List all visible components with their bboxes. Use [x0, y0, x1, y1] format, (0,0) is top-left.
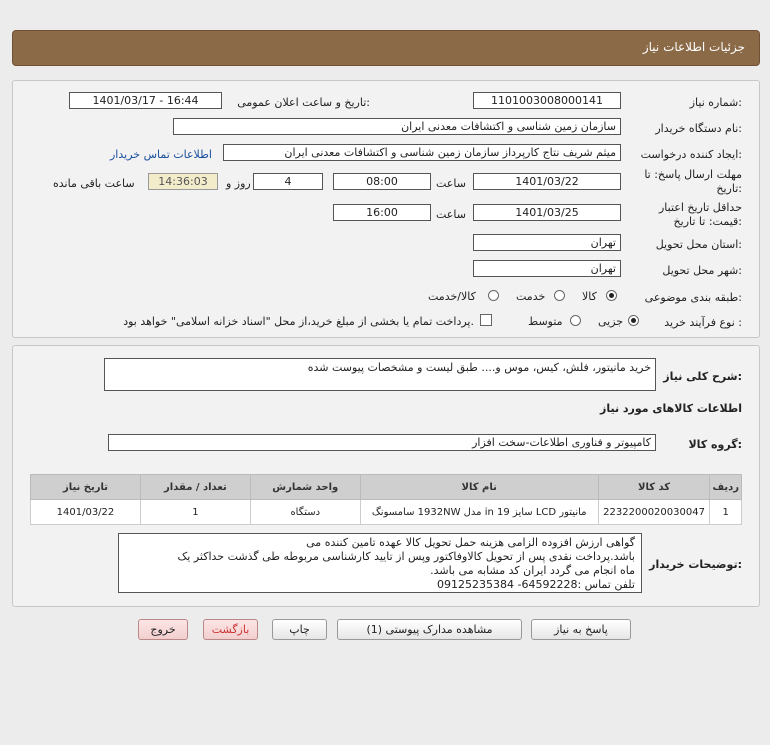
- items-table: [30, 474, 742, 525]
- buyer-notes-line: تلفن تماس :64592228- 09125235384: [437, 578, 635, 591]
- contact-buyer-link[interactable]: اطلاعات تماس خریدار: [110, 148, 212, 161]
- deadline-date-field: 1401/03/22: [473, 173, 621, 190]
- deadline-time-field: 08:00: [333, 173, 431, 190]
- process-medium-label: متوسط: [528, 315, 563, 328]
- creator-label: ایجاد کننده درخواست:: [640, 148, 742, 161]
- province-field: تهران: [473, 234, 621, 251]
- description-label: شرح کلی نیاز:: [663, 370, 742, 383]
- buyer-org-label: نام دستگاه خریدار:: [655, 122, 742, 135]
- need-number-label: شماره نیاز:: [689, 96, 742, 109]
- category-label: طبقه بندی موضوعی:: [644, 291, 742, 304]
- goods-group-label: گروه کالا:: [688, 438, 742, 451]
- buyer-notes-line: باشد.پرداخت نقدی پس از تحویل کالاوفاکتور وپس از تایید کارشناسی مربوطه طی گذشت حداکثر یک: [177, 550, 635, 563]
- col-name: نام کالا: [360, 475, 598, 500]
- reply-button[interactable]: پاسخ به نیاز: [531, 619, 631, 640]
- table-row: [31, 500, 742, 525]
- page-title: جزئیات اطلاعات نیاز: [642, 40, 745, 54]
- cell-date: 1401/03/22: [31, 500, 141, 525]
- deadline-label-2: تاریخ:: [716, 182, 742, 195]
- remaining-time-field: 14:36:03: [148, 173, 218, 190]
- cell-code: 2232200020030047: [598, 500, 710, 525]
- col-date: تاریخ نیاز: [31, 475, 141, 500]
- validity-time-field: 16:00: [333, 204, 431, 221]
- deadline-label-1: مهلت ارسال پاسخ: تا: [644, 168, 742, 181]
- buyer-notes-field: [118, 533, 642, 593]
- validity-date-field: 1401/03/25: [473, 204, 621, 221]
- province-label: استان محل تحویل:: [655, 238, 742, 251]
- category-goods-radio[interactable]: [606, 290, 617, 301]
- need-number-field: 1101003008000141: [473, 92, 621, 109]
- description-field: خرید مانیتور، فلش، کیس، موس و.... طبق لیست و مشخصات پیوست شده: [104, 358, 656, 391]
- exit-button[interactable]: خروج: [138, 619, 188, 640]
- print-button[interactable]: چاپ: [272, 619, 327, 640]
- cell-unit: دستگاه: [250, 500, 360, 525]
- announce-field: 1401/03/17 - 16:44: [69, 92, 222, 109]
- category-goods-label: کالا: [582, 290, 597, 303]
- cell-name: مانیتور LCD سایز 19 in مدل 1932NW سامسونگ: [360, 500, 598, 525]
- attachments-button[interactable]: مشاهده مدارک پیوستی (1): [337, 619, 522, 640]
- items-table-header: [31, 475, 742, 500]
- process-minor-label: جزیی: [598, 315, 624, 328]
- remaining-label: ساعت باقی مانده: [53, 177, 135, 190]
- category-goods-service-radio[interactable]: [488, 290, 499, 301]
- back-button[interactable]: بازگشت: [203, 619, 258, 640]
- days-field: 4: [253, 173, 323, 190]
- validity-time-label: ساعت: [436, 208, 466, 221]
- buyer-notes-line: ماه انجام می گردد ایران کد مشابه می باشد.: [430, 564, 635, 577]
- col-row: ردیف: [710, 475, 742, 500]
- process-label: نوع فرآیند خرید :: [664, 316, 742, 329]
- category-service-radio[interactable]: [554, 290, 565, 301]
- validity-label-2: قیمت: تا تاریخ:: [673, 215, 742, 228]
- goods-group-field: کامپیوتر و فناوری اطلاعات-سخت افزار: [108, 434, 656, 451]
- deadline-time-label: ساعت: [436, 177, 466, 190]
- col-quantity: تعداد / مقدار: [140, 475, 250, 500]
- process-medium-radio[interactable]: [570, 315, 581, 326]
- category-goods-service-label: کالا/خدمت: [428, 290, 476, 303]
- goods-info-title: اطلاعات کالاهای مورد نیاز: [600, 402, 742, 415]
- treasury-payment-note: پرداخت تمام یا بخشی از مبلغ خرید،از محل "اسناد خزانه اسلامی" خواهد بود.: [123, 315, 474, 328]
- buyer-notes-line: گواهی ارزش افزوده الزامی هزینه حمل تحویل کالا عهده تامین کننده می: [306, 536, 635, 549]
- announce-label: تاریخ و ساعت اعلان عمومی:: [237, 96, 370, 109]
- creator-field: میثم شریف نتاج کارپرداز سازمان زمین شناسی و اکتشافات معدنی ایران: [223, 144, 621, 161]
- process-minor-radio[interactable]: [628, 315, 639, 326]
- validity-label-1: حداقل تاریخ اعتبار: [658, 201, 742, 214]
- cell-quantity: 1: [140, 500, 250, 525]
- col-code: کد کالا: [598, 475, 710, 500]
- buyer-org-field: سازمان زمین شناسی و اکتشافات معدنی ایران: [173, 118, 621, 135]
- days-label: روز و: [226, 177, 251, 190]
- cell-row: 1: [710, 500, 742, 525]
- buyer-notes-label: توضیحات خریدار:: [649, 558, 742, 571]
- category-service-label: خدمت: [516, 290, 546, 303]
- page-header: [12, 30, 760, 66]
- col-unit: واحد شمارش: [250, 475, 360, 500]
- city-label: شهر محل تحویل:: [662, 264, 742, 277]
- city-field: تهران: [473, 260, 621, 277]
- treasury-payment-checkbox[interactable]: [480, 314, 492, 326]
